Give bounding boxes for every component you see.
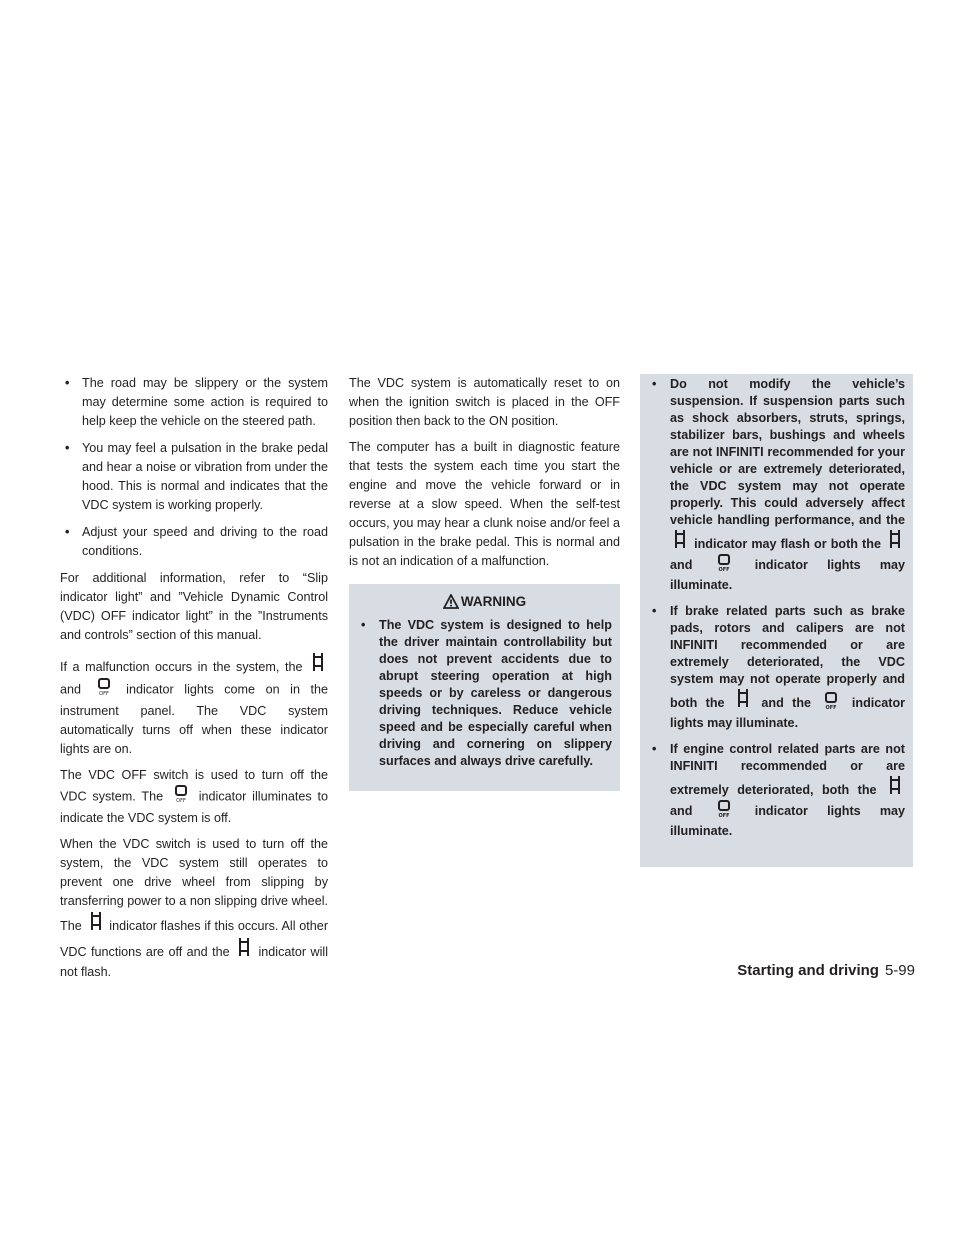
bullet: • (652, 377, 657, 391)
vdc-off-indicator-icon (715, 800, 733, 823)
svg-text:OFF: OFF (176, 798, 186, 803)
bullet: • (652, 604, 657, 618)
bullet: • (361, 618, 366, 632)
paragraph-diagnostic: The computer has a built in diagnostic feature that tests the system each time you start the engine and move the vehicle forward or in reverse at a slow speed. When the self-test occurs, you may hear a clunk noise and/or feel a pulsation in the brake pedal. This is normal and is not an indication of a malfunction. (349, 440, 620, 568)
vdc-off-indicator-icon (822, 692, 840, 715)
svg-text:OFF: OFF (98, 691, 109, 696)
column-middle (349, 374, 620, 791)
slip-indicator-icon (673, 529, 687, 554)
paragraph-info: For additional information, refer to “Slip indicator light” and ”Vehicle Dynamic Control (VDC) OFF indicator light” in the ”Instruments and controls” section of this manual. (60, 571, 328, 642)
paragraph-malfunction: If a malfunction occurs in the system, the and OFF indicator lights come on in the instrument panel. The VDC system automatically turns off when these indicator lights are on. (60, 652, 328, 759)
bullet: • (65, 525, 70, 539)
section-title: Starting and driving (737, 962, 879, 979)
svg-text:OFF: OFF (718, 813, 730, 819)
warning-item: • The VDC system is designed to help the driver maintain controllability but does not prevent accidents due to abrupt steering operation at high speeds or by careless or dangerous driving techniques. Reduce vehicle speed and be especially careful when driving and cornering on slippery surfaces and always drive carefully. (361, 618, 612, 768)
slip-indicator-icon (311, 652, 325, 678)
vdc-off-indicator-icon (172, 785, 190, 809)
paragraph-switch: The VDC OFF switch is used to turn off the VDC system. The OFF indicator illuminates to indicate the VDC system is off. (60, 768, 328, 825)
warning-box (349, 584, 620, 791)
slip-indicator-icon (888, 529, 902, 554)
svg-text:OFF: OFF (825, 705, 838, 711)
warning-item: • If brake related parts such as brake pads, rotors and calipers are not INFINITI recommended or are extremely deteriorated, the VDC system may not operate properly and both the and the OFF indicator lights may illuminate. (652, 604, 906, 731)
warning-triangle-icon (443, 594, 461, 609)
warning-item: • If engine control related parts are not INFINITI recommended or are extremely deteriorated, both the and OFF indicator lights may illuminate. (652, 742, 906, 839)
list-item: • You may feel a pulsation in the brake pedal and hear a noise or vibration from under the hood. This is normal and indicates that the VDC system is working properly. (65, 441, 328, 512)
warning-heading: WARNING (357, 594, 612, 609)
paragraph-reset: The VDC system is automatically reset to on when the ignition switch is placed in the OFF position then back to the ON position. (349, 376, 620, 428)
vdc-off-indicator-icon (95, 678, 113, 702)
slip-indicator-icon (89, 911, 103, 937)
bullet: • (65, 376, 70, 390)
vdc-off-indicator-icon (715, 554, 733, 577)
page-footer (737, 962, 915, 979)
slip-indicator-icon (237, 937, 251, 963)
column-right (640, 374, 913, 867)
slip-indicator-icon (888, 775, 902, 800)
bullet: • (652, 742, 657, 757)
column-left (60, 374, 328, 989)
svg-text:OFF: OFF (718, 567, 730, 572)
list-item: • The road may be slippery or the system may determine some action is required to help keep the vehicle on the steered path. (65, 376, 328, 428)
list-item: • Adjust your speed and driving to the road conditions. (65, 525, 328, 558)
page-number: 5-99 (884, 962, 915, 979)
warning-item: • Do not modify the vehicle’s suspension. If suspension parts such as shock absorbers, struts, springs, stabilizer bars, bushings and wheels are not INFINITI recommended for your vehicle or are extremely deteriorated, the VDC system may not operate properly. This could adversely affect vehicle handling performance, and the indicator may flash or both the and OFF indicator lights may illuminate. (652, 377, 906, 592)
slip-indicator-icon (736, 688, 750, 713)
bullet: • (65, 441, 70, 455)
paragraph-when: When the VDC switch is used to turn off the system, the VDC system still operates to prevent one drive wheel from slipping by transferring power to a non slipping drive wheel. The indicator flashes if this occurs. All other VDC functions are off and the indicator will not flash. (60, 837, 329, 979)
warning-box-continued (640, 374, 913, 867)
